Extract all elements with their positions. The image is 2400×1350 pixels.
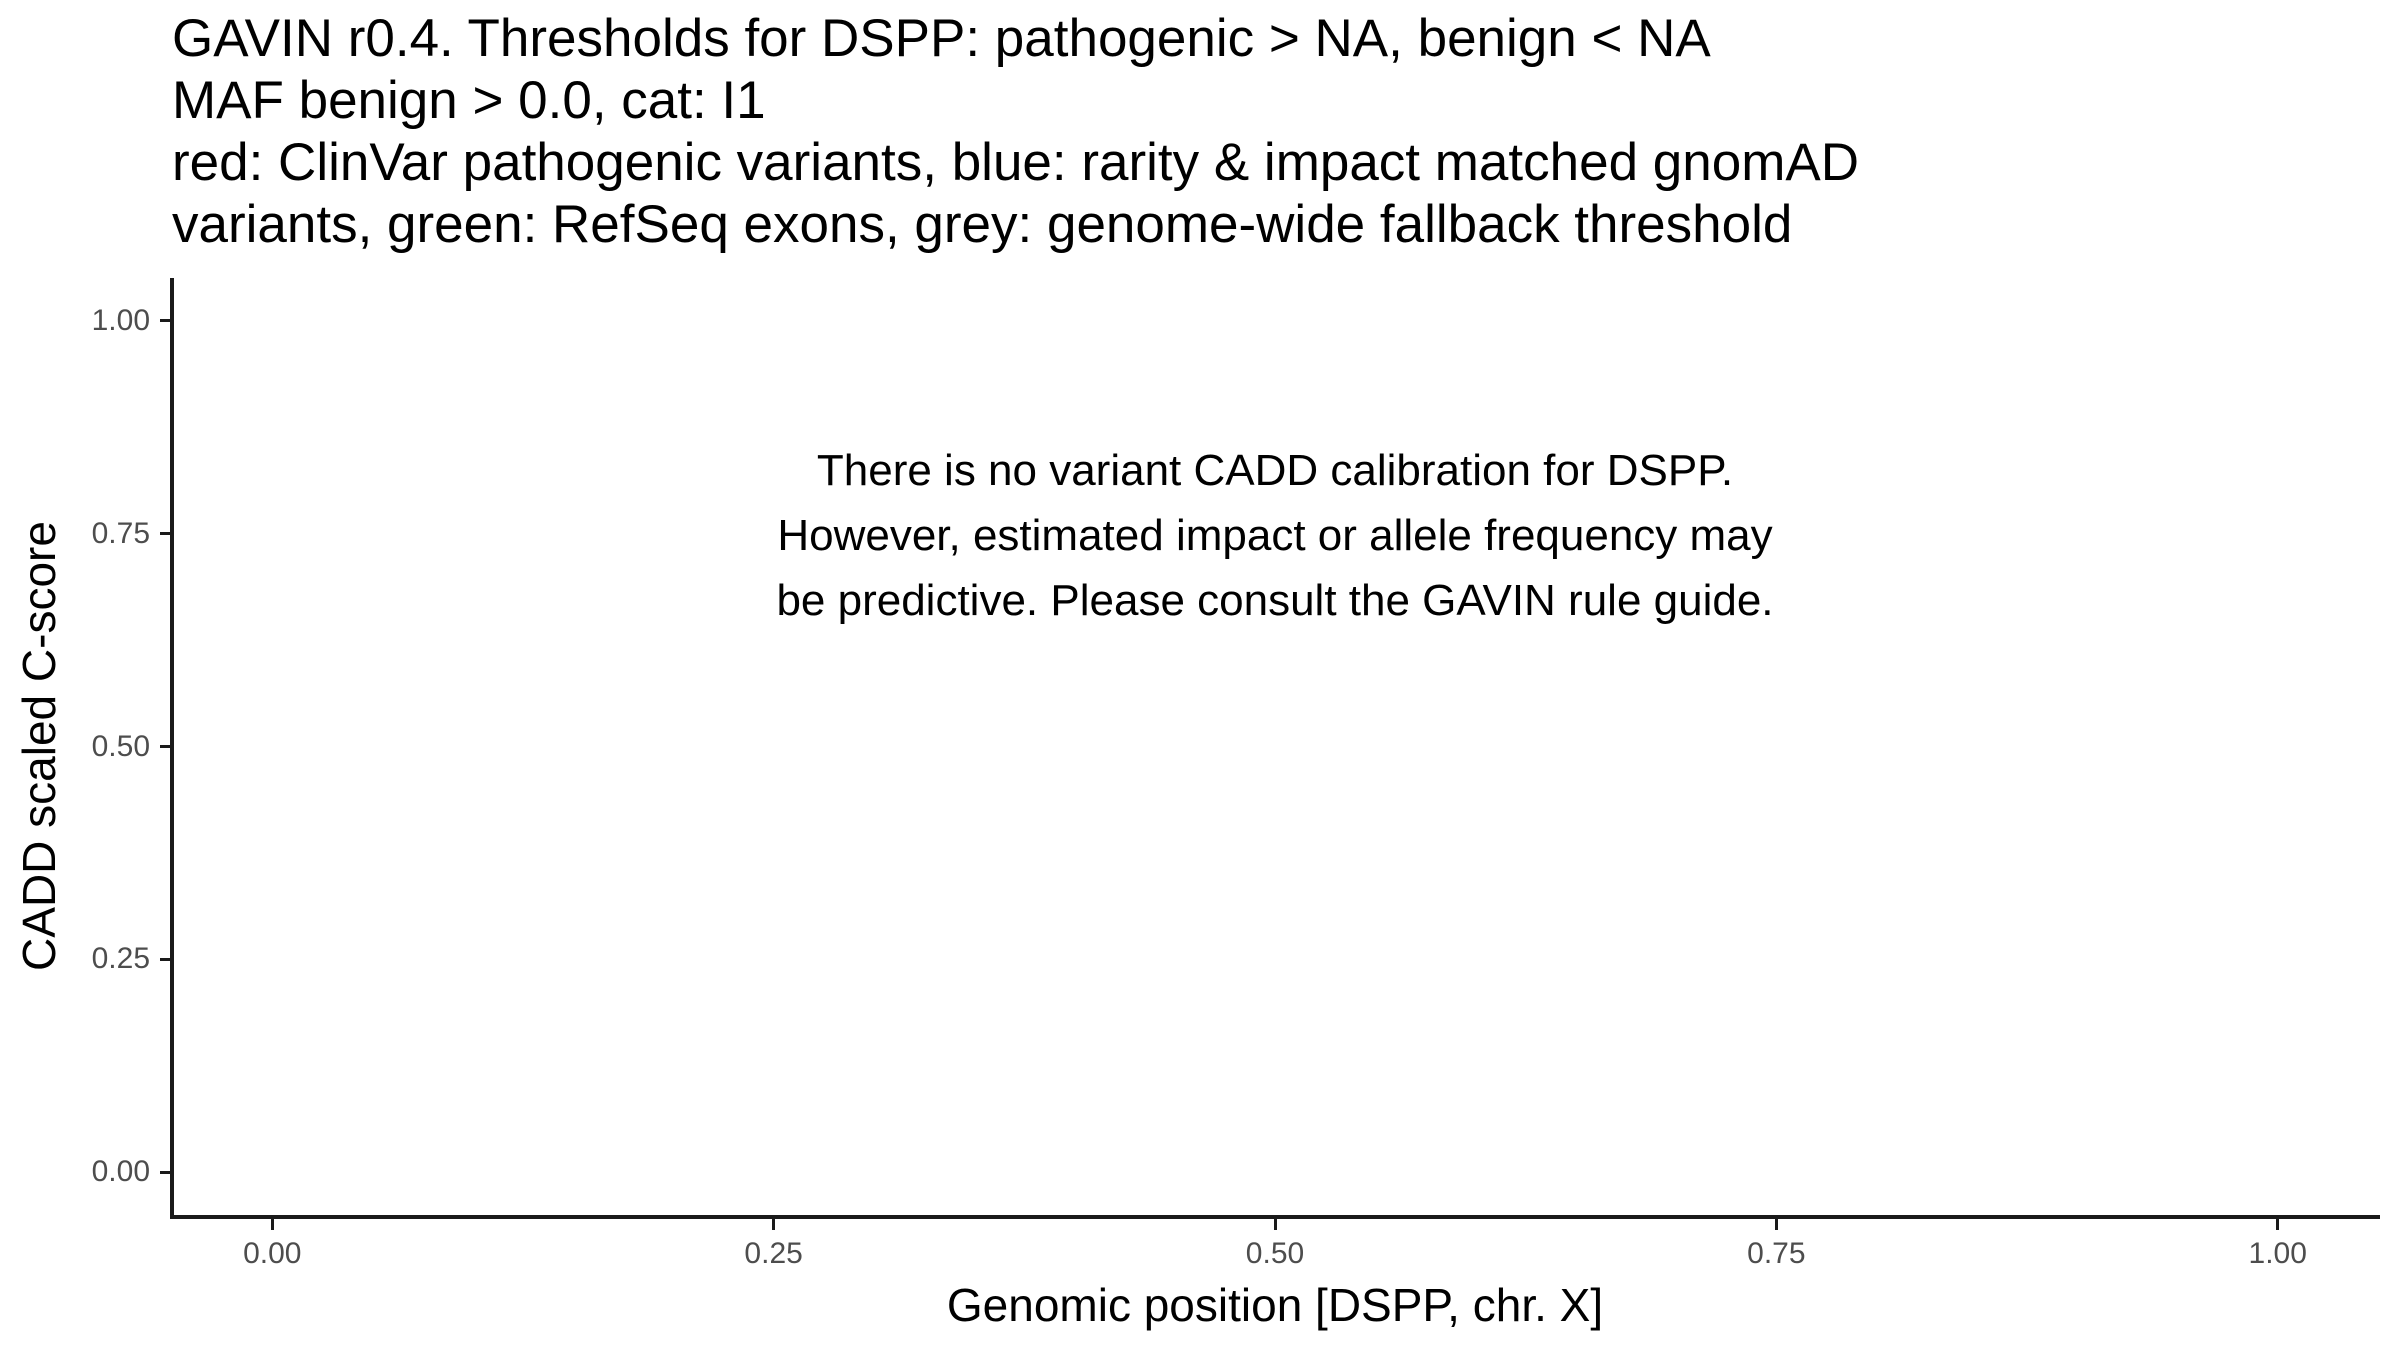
- x-tick-mark: [1274, 1218, 1277, 1230]
- plot-title-line-1: GAVIN r0.4. Thresholds for DSPP: pathogenic > NA, benign < NA: [172, 9, 1711, 68]
- y-tick-mark: [160, 958, 172, 961]
- y-tick-label: 0.75: [91, 516, 150, 550]
- y-tick-label: 0.25: [91, 942, 150, 976]
- plot-title-line-4: variants, green: RefSeq exons, grey: genome-wide fallback threshold: [172, 195, 1793, 254]
- plot-title-line-3: red: ClinVar pathogenic variants, blue: rarity & impact matched gnomAD: [172, 133, 1859, 192]
- plot-title: [172, 8, 1859, 256]
- y-tick-mark: [160, 1171, 172, 1174]
- y-axis-line: [170, 278, 174, 1218]
- x-tick-mark: [2276, 1218, 2279, 1230]
- annotation-line-3: be predictive. Please consult the GAVIN rule guide.: [776, 576, 1774, 625]
- y-tick-label: 0.50: [91, 729, 150, 763]
- y-tick-mark: [160, 319, 172, 322]
- y-tick-mark: [160, 745, 172, 748]
- annotation-line-2: However, estimated impact or allele frequency may: [777, 511, 1773, 560]
- x-tick-label: 0.50: [1245, 1237, 1305, 1270]
- x-tick-label: 0.00: [243, 1237, 302, 1270]
- plot-title-line-2: MAF benign > 0.0, cat: I1: [172, 71, 766, 130]
- x-tick-label: 1.00: [2248, 1237, 2307, 1270]
- y-tick-label: 0.00: [91, 1155, 150, 1189]
- y-axis-title: CADD scaled C-score: [13, 521, 65, 971]
- no-calibration-annotation: [475, 438, 2075, 633]
- x-tick-mark: [1775, 1218, 1778, 1230]
- x-tick-mark: [271, 1218, 274, 1230]
- x-tick-label: 0.75: [1747, 1237, 1806, 1270]
- x-tick-label: 0.25: [744, 1237, 803, 1270]
- x-axis-title: Genomic position [DSPP, chr. X]: [946, 1279, 1604, 1331]
- y-tick-label: 1.00: [91, 303, 150, 337]
- annotation-line-1: There is no variant CADD calibration for DSPP.: [816, 446, 1734, 495]
- x-tick-mark: [772, 1218, 775, 1230]
- y-tick-mark: [160, 532, 172, 535]
